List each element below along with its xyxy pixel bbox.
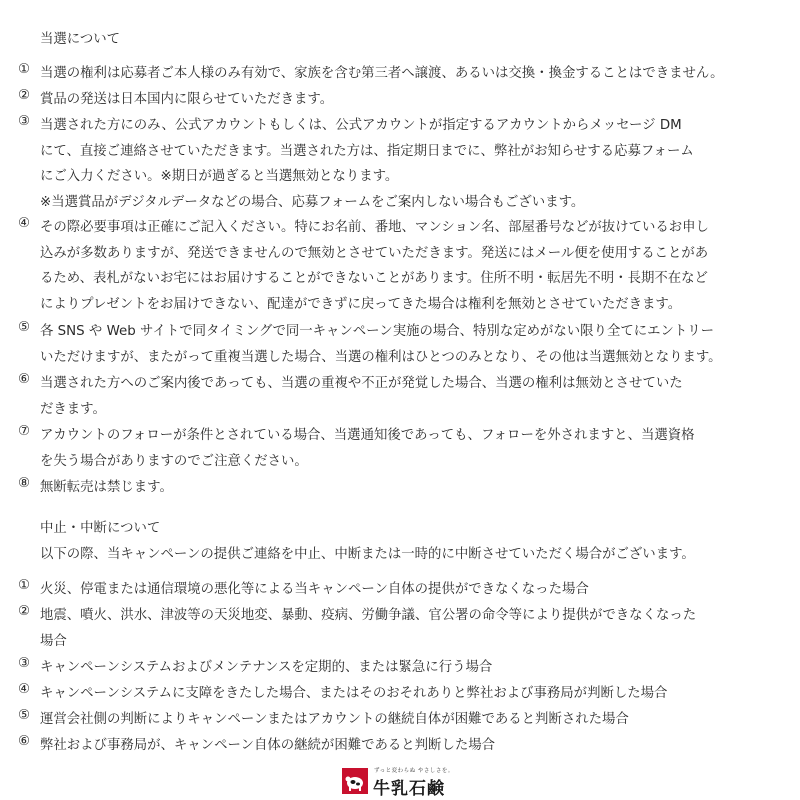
item-text-line: 無断転売は禁じます。 <box>40 480 173 495</box>
item-number: ⑥ <box>17 734 30 749</box>
section-heading-suspension: 中止・中断について <box>40 521 161 536</box>
brand-tagline: ずっと変わらぬ やさしさを。 <box>374 768 454 774</box>
item-text-line: にご入力ください。※期日が過ぎると当選無効となります。 <box>40 169 399 185</box>
item-text-line: 当選の権利は応募者ご本人様のみ有効で、家族を含む第三者へ譲渡、あるいは交換・換金することはできません。 <box>40 66 724 81</box>
item-number: ④ <box>17 682 30 697</box>
item-number: ① <box>17 62 30 77</box>
item-text-line: 当選された方へのご案内後であっても、当選の重複や不正が発覚した場合、当選の権利は無効とさせていた <box>40 376 683 391</box>
cow-logo-icon <box>342 768 368 794</box>
item-text-line: 各 SNS や Web サイトで同タイミングで同一キャンペーン実施の場合、特別な定めがない限り全てにエントリー <box>40 324 715 339</box>
item-text-line: 地震、噴火、洪水、津波等の天災地変、暴動、疫病、労働争議、官公署の命令等により提供ができなくなった <box>40 608 697 623</box>
item-number: ⑦ <box>17 424 30 439</box>
item-text-line: を失う場合がありますのでご注意ください。 <box>40 453 308 469</box>
item-text-line: ※当選賞品がデジタルデータなどの場合、応募フォームをご案内しない場合もございます。 <box>40 194 585 210</box>
item-text-line: 賞品の発送は日本国内に限らせていただきます。 <box>40 92 334 107</box>
item-text-line: キャンペーンシステムに支障をきたした場合、またはそのおそれありと弊社および事務局が判断した場合 <box>40 686 668 701</box>
item-text-line: 火災、停電または通信環境の悪化等による当キャンペーン自体の提供ができなくなった場合 <box>40 582 589 597</box>
item-number: ③ <box>17 114 30 129</box>
item-number: ② <box>17 88 30 103</box>
item-text-line: アカウントのフォローが条件とされている場合、当選通知後であっても、フォローを外されますと、当選資格 <box>40 428 695 443</box>
item-text-line: るため、表札がないお宅にはお届けすることができないことがあります。住所不明・転居先不明・長期不在など <box>40 271 708 287</box>
item-number: ③ <box>17 656 30 671</box>
item-text-line: その際必要事項は正確にご記入ください。特にお名前、番地、マンション名、部屋番号などが抜けているお申し <box>40 220 709 235</box>
item-text-line: にて、直接ご連絡させていただきます。当選された方は、指定期日までに、弊社がお知らせする応募フォーム <box>40 143 694 159</box>
item-text-line: 弊社および事務局が、キャンペーン自体の継続が困難であると判断した場合 <box>40 738 496 753</box>
item-text-line: いただけますが、またがって重複当選した場合、当選の権利はひとつのみとなり、その他は当選無効となります。 <box>40 349 722 365</box>
item-number: ① <box>17 578 30 593</box>
brand-name: 牛乳石鹸 <box>373 779 445 799</box>
item-number: ④ <box>17 216 30 231</box>
item-text-line: 場合 <box>40 633 67 649</box>
item-text-line: 当選された方にのみ、公式アカウントもしくは、公式アカウントが指定するアカウントからメッセージ DM <box>40 118 682 133</box>
brand-logo <box>342 766 462 799</box>
item-number: ⑤ <box>17 708 30 723</box>
item-text-line: 込みが多数ありますが、発送できませんので無効とさせていただきます。発送にはメール便を使用することがあ <box>40 245 709 261</box>
item-text-line: 運営会社側の判断によりキャンペーンまたはアカウントの継続自体が困難であると判断された場合 <box>40 712 629 727</box>
item-number: ⑥ <box>17 372 30 387</box>
item-number: ② <box>17 604 30 619</box>
item-number: ⑤ <box>17 320 30 335</box>
section-heading-winning: 当選について <box>40 32 121 47</box>
item-number: ⑧ <box>17 476 30 491</box>
item-text-line: キャンペーンシステムおよびメンテナンスを定期的、または緊急に行う場合 <box>40 660 493 675</box>
item-text-line: によりプレゼントをお届けできない、配達ができずに戻ってきた場合は権利を無効とさせていただきます。 <box>40 296 682 312</box>
item-text-line: だきます。 <box>40 401 106 417</box>
suspension-intro: 以下の際、当キャンペーンの提供ご連絡を中止、中断または一時的に中断させていただく場合がございます。 <box>40 547 695 562</box>
